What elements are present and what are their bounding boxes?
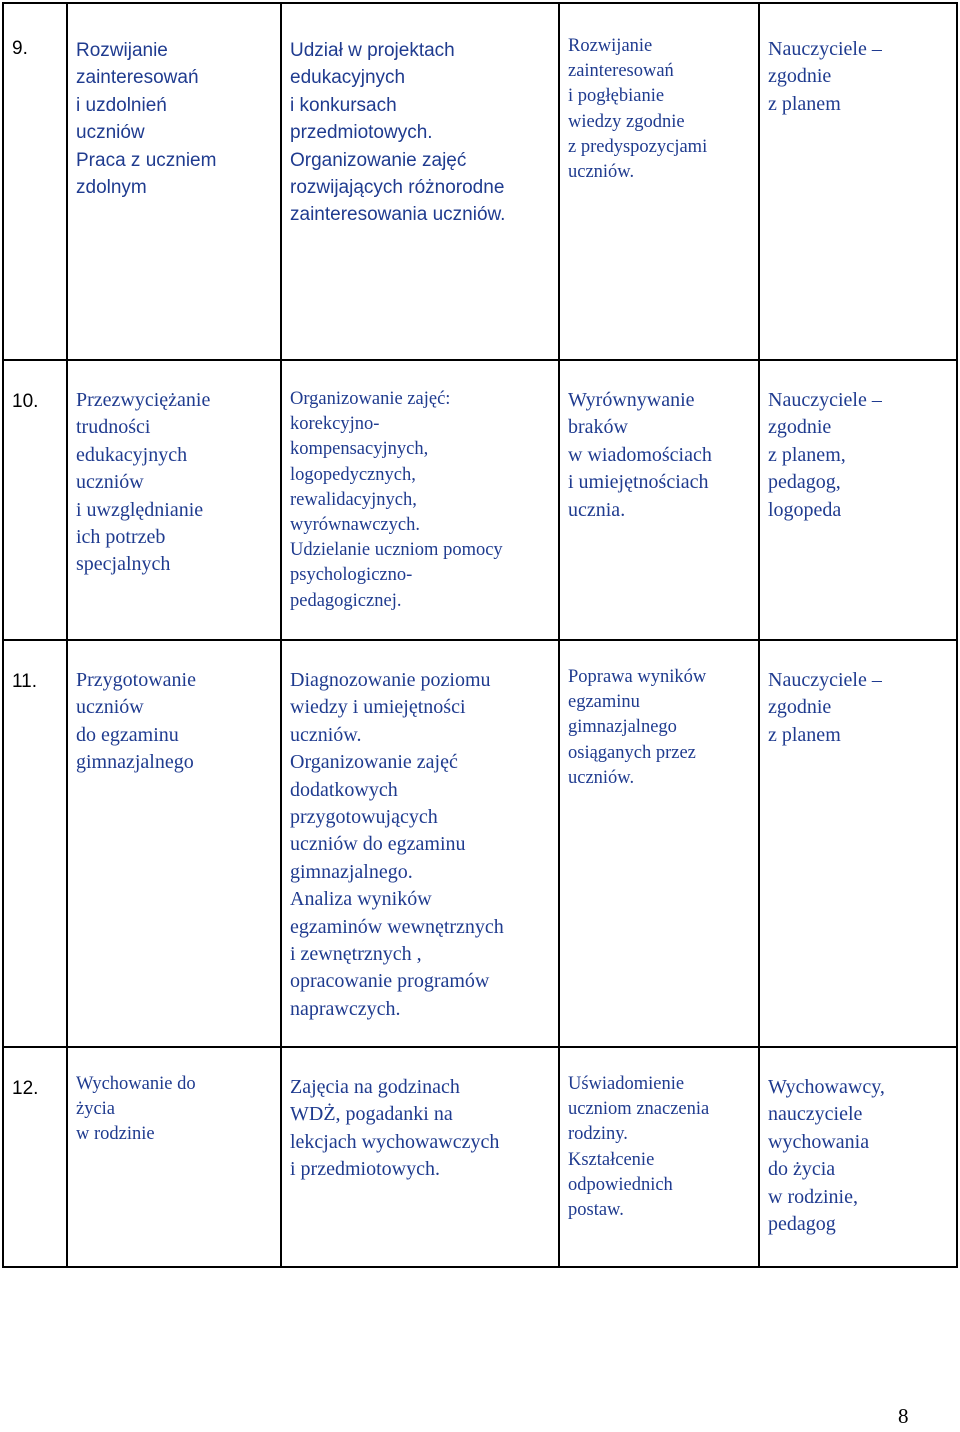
area-cell: Wychowanie do życia w rodzinie <box>67 1047 281 1267</box>
row-number: 11. <box>3 640 67 1047</box>
row-number: 10. <box>3 360 67 640</box>
tasks-cell: Diagnozowanie poziomu wiedzy i umiejętności uczniów. Organizowanie zajęć dodatkowych przygotowujących uczniów do egzaminu gimnazjalnego. Analiza wyników egzaminów wewnętrznych i zewnętrznych , opracowanie programów naprawczych. <box>281 640 559 1047</box>
tasks-cell: Zajęcia na godzinach WDŻ, pogadanki na lekcjach wychowawczych i przedmiotowych. <box>281 1047 559 1267</box>
responsible-cell: Nauczyciele – zgodnie z planem, pedagog, logopeda <box>759 360 957 640</box>
responsible-cell: Wychowawcy, nauczyciele wychowania do życia w rodzinie, pedagog <box>759 1047 957 1267</box>
table-row <box>3 3 957 360</box>
table-row <box>3 360 957 640</box>
table-row <box>3 640 957 1047</box>
table-row <box>3 1047 957 1267</box>
effects-cell: Wyrównywanie braków w wiadomościach i umiejętnościach ucznia. <box>559 360 759 640</box>
area-cell: Przezwyciężanie trudności edukacyjnych uczniów i uwzględnianie ich potrzeb specjalnych <box>67 360 281 640</box>
effects-cell: Rozwijanie zainteresowań i pogłębianie wiedzy zgodnie z predyspozycjami uczniów. <box>559 3 759 360</box>
responsible-cell: Nauczyciele – zgodnie z planem <box>759 640 957 1047</box>
effects-cell: Poprawa wyników egzaminu gimnazjalnego osiąganych przez uczniów. <box>559 640 759 1047</box>
area-cell: Rozwijanie zainteresowań i uzdolnień uczniów Praca z uczniem zdolnym <box>67 3 281 360</box>
row-number: 12. <box>3 1047 67 1267</box>
tasks-cell: Udział w projektach edukacyjnych i konkursach przedmiotowych. Organizowanie zajęć rozwijających różnorodne zainteresowania uczniów. <box>281 3 559 360</box>
responsible-cell: Nauczyciele – zgodnie z planem <box>759 3 957 360</box>
row-number: 9. <box>3 3 67 360</box>
tasks-cell: Organizowanie zajęć: korekcyjno- kompensacyjnych, logopedycznych, rewalidacyjnych, wyrównawczych. Udzielanie uczniom pomocy psychologiczno- pedagogicznej. <box>281 360 559 640</box>
page-number: 8 <box>898 1404 909 1428</box>
effects-cell: Uświadomienie uczniom znaczenia rodziny. Kształcenie odpowiednich postaw. <box>559 1047 759 1267</box>
activity-plan-table <box>2 2 958 1268</box>
area-cell: Przygotowanie uczniów do egzaminu gimnazjalnego <box>67 640 281 1047</box>
